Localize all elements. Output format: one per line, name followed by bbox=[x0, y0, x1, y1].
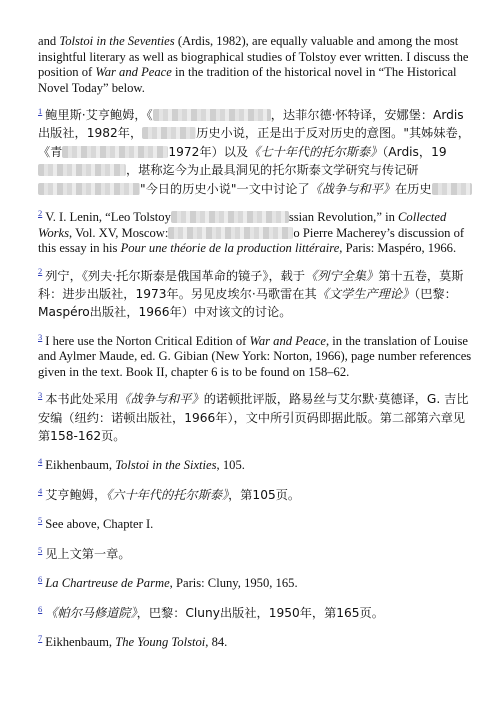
footnote-text: 艾亨鲍姆， bbox=[45, 487, 107, 502]
redacted-region bbox=[153, 109, 271, 121]
footnote-text: 1972年）以及 bbox=[168, 144, 249, 159]
footnote-text: 鲍里斯·艾亨鲍姆，《 bbox=[45, 108, 153, 122]
footnote-text: Eikhenbaum, bbox=[45, 458, 116, 473]
footnote-3-en bbox=[38, 331, 472, 381]
book-title: 《列宁全集》 bbox=[305, 268, 379, 283]
book-title: Collected Works bbox=[38, 210, 447, 240]
book-title: The Young Tolstoi bbox=[115, 635, 206, 650]
footnote-text: ，巴黎：Cluny出版社，1950年，第165页。 bbox=[136, 605, 384, 620]
footnote-text: （巴黎：Maspéro出版社，1966年）中对该文的讨论。 bbox=[38, 286, 457, 320]
book-title: 《文学生产理论》 bbox=[316, 286, 415, 301]
intro-text: (Ardis, 1982), are equally valuable and among the most insightful literary as well as biographical studies of Tolstoy ever written. I discuss the position of bbox=[38, 34, 469, 79]
footnote-6-link[interactable]: 6 bbox=[38, 574, 43, 585]
footnote-3-link[interactable]: 3 bbox=[38, 331, 43, 342]
footnote-5-link[interactable]: 5 bbox=[38, 544, 43, 555]
intro-text: and bbox=[38, 34, 60, 48]
footnote-text: , Paris: Cluny, 1950, 165. bbox=[169, 576, 298, 591]
footnote-2-link[interactable]: 2 bbox=[38, 207, 43, 218]
footnote-3-link[interactable]: 3 bbox=[38, 390, 43, 401]
footnote-6-link[interactable]: 6 bbox=[38, 603, 43, 614]
footnote-6-en bbox=[38, 576, 472, 592]
book-title: War and Peace bbox=[249, 333, 326, 348]
footnote-text: I here use the Norton Critical Edition of bbox=[45, 333, 250, 348]
footnote-7-en bbox=[38, 635, 472, 651]
footnote-text: , in the translation of Louise and Aylmer Maude, ed. G. Gibian (New York: Norton, 1966), page number references given in the text. Book II, chapter 6 is to be found on 158–62. bbox=[38, 333, 472, 379]
footnote-6-zh bbox=[38, 604, 472, 622]
footnote-text: 历史小说，正是出于反对历史的意图。"其姊妹卷，《青 bbox=[38, 126, 470, 159]
book-title: 《七十年代的托尔斯泰》 bbox=[248, 144, 383, 159]
book-title: 《战争与和平》 bbox=[309, 181, 395, 196]
redacted-region bbox=[171, 211, 289, 223]
footnote-2-en bbox=[38, 207, 472, 257]
footnote-7-link[interactable]: 7 bbox=[38, 633, 43, 643]
footnote-text: ssian Revolution,” in bbox=[288, 210, 399, 225]
intro-text: in the tradition of the historical novel in “The Historical Novel Today” below. bbox=[38, 65, 457, 95]
redacted-region bbox=[168, 227, 293, 239]
footnote-text: 列宁，《列夫·托尔斯泰是俄国革命的镜子》，载于 bbox=[45, 268, 306, 283]
footnote-1-zh bbox=[38, 106, 472, 198]
footnote-5-link[interactable]: 5 bbox=[38, 515, 43, 526]
book-title: War and Peace bbox=[95, 65, 172, 79]
footnote-text: 本书此处采用 bbox=[45, 392, 119, 407]
footnote-text: , Vol. XV, Moscow: bbox=[69, 225, 169, 240]
redacted-region bbox=[62, 146, 168, 158]
book-title: 《帕尔马修道院》 bbox=[45, 605, 137, 620]
footnote-text: ，第105页。 bbox=[228, 487, 301, 502]
footnote-text: （Ardis，19 bbox=[382, 144, 447, 159]
footnote-text: Eikhenbaum, bbox=[45, 635, 116, 650]
footnote-text: "今日的历史小说"一文中讨论了 bbox=[140, 181, 310, 196]
redacted-region bbox=[432, 183, 472, 195]
footnote-text: , 84. bbox=[205, 635, 228, 650]
footnote-text: V. I. Lenin, “Leo Tolstoy bbox=[45, 210, 171, 225]
book-title: Tolstoi in the Seventies bbox=[59, 34, 175, 48]
footnote-3-zh bbox=[38, 390, 472, 445]
footnote-5-en bbox=[38, 517, 472, 533]
footnote-text: 第十五卷，莫斯科：进步出版社，1973年。另见皮埃尔·马歌雷在其 bbox=[38, 268, 464, 301]
footnote-text: 见上文第一章。 bbox=[45, 546, 131, 561]
footnote-2-zh bbox=[38, 267, 472, 322]
footnote-text: 在历史 bbox=[394, 181, 432, 196]
redacted-region bbox=[142, 127, 196, 139]
redacted-region bbox=[38, 164, 126, 176]
footnote-4-zh bbox=[38, 486, 472, 504]
book-title: La Chartreuse de Parme bbox=[45, 576, 170, 591]
footnote-text: ，堪称迄今为止最具洞见的托尔斯泰文学研究与传记研 bbox=[126, 163, 419, 178]
book-title: 《六十年代的托尔斯泰》 bbox=[106, 487, 229, 502]
redacted-region bbox=[38, 183, 140, 195]
footnote-1-link[interactable]: 1 bbox=[38, 105, 43, 116]
footnote-5-zh bbox=[38, 545, 472, 563]
footnote-4-link[interactable]: 4 bbox=[38, 456, 43, 467]
book-title: Tolstoi in the Sixties bbox=[115, 458, 217, 473]
footnote-text: , Paris: Maspéro, 1966. bbox=[339, 241, 457, 256]
book-title: Pour une théorie de la production littéraire bbox=[120, 241, 340, 256]
footnote-text: , 105. bbox=[216, 458, 245, 473]
footnote-2-link[interactable]: 2 bbox=[38, 266, 43, 277]
document-page bbox=[38, 34, 472, 651]
book-title: 《战争与和平》 bbox=[118, 392, 204, 407]
footnote-text: Ardis出版社，1982年， bbox=[38, 108, 464, 141]
footnote-text: ，达菲尔德·怀特译，安娜堡： bbox=[270, 108, 434, 122]
footnote-text: 的诺顿批评版，路易丝与艾尔默·莫德译，G. 吉比安编（纽约：诺顿出版社，1966年），文中所引页码即据此版。第二部第六章见第158-162页。 bbox=[38, 392, 469, 444]
footnote-text: See above, Chapter I. bbox=[45, 517, 154, 532]
footnote-4-link[interactable]: 4 bbox=[38, 485, 43, 496]
intro-paragraph bbox=[38, 34, 472, 96]
footnote-4-en bbox=[38, 458, 472, 474]
footnote-text: o Pierre Macherey’s discussion of this essay in his bbox=[38, 225, 465, 256]
